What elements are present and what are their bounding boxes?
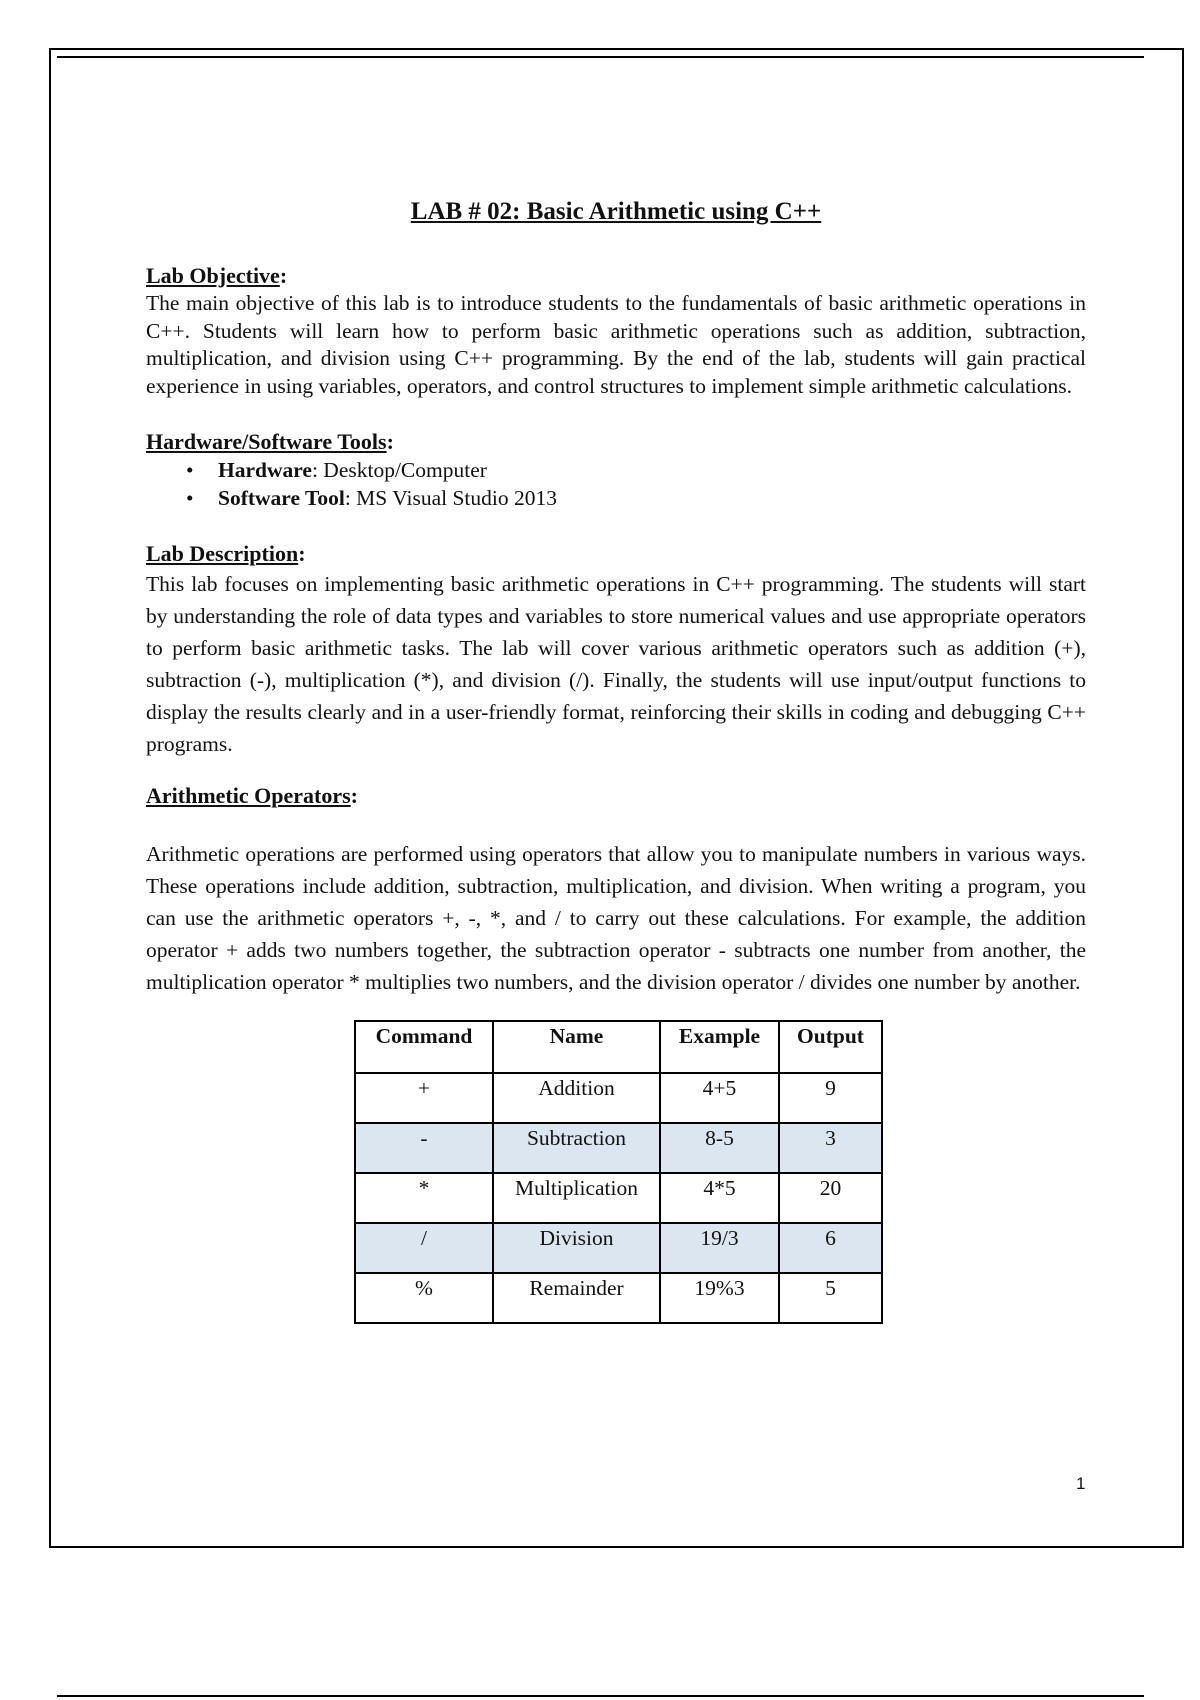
description-text: This lab focuses on implementing basic arithmetic operations in C++ programming. The students will start by understanding the role of data types and variables to store numerical values and use appropriate operators to perform basic arithmetic tasks. The lab will cover various arithmetic operators such as addition (+), subtraction (-), multiplication (*), and division (/). Finally, the students will use input/output functions to display the results clearly and in a user-friendly format, reinforcing their skills in coding and debugging C++ programs.	[146, 572, 1086, 756]
table-cell: 4*5	[660, 1173, 779, 1223]
operators-table	[354, 1020, 883, 1324]
table-cell: -	[355, 1123, 493, 1173]
tools-list	[146, 456, 1086, 512]
bottom-rule	[57, 1695, 1144, 1697]
objective-text: The main objective of this lab is to introduce students to the fundamentals of basic arithmetic operations in C++. Students will learn how to perform basic arithmetic operations such as addition, subtraction, multiplication, and division using C++ programming. By the end of the lab, students will gain practical experience in using variables, operators, and control structures to implement simple arithmetic calculations.	[146, 291, 1086, 398]
table-cell: 3	[779, 1123, 882, 1173]
table-cell: Division	[493, 1223, 660, 1273]
document-body	[146, 198, 1086, 1324]
operators-heading-text: Arithmetic Operators	[146, 783, 351, 808]
table-row	[355, 1273, 882, 1323]
description-heading-text: Lab Description	[146, 541, 299, 566]
table-row	[355, 1173, 882, 1223]
table-row	[355, 1073, 882, 1123]
table-cell: 19%3	[660, 1273, 779, 1323]
table-cell: /	[355, 1223, 493, 1273]
table-cell: 19/3	[660, 1223, 779, 1273]
description-heading-colon: :	[298, 541, 306, 566]
table-header-example: Example	[660, 1021, 779, 1073]
description-heading	[146, 540, 1086, 568]
bullet-icon: •	[186, 486, 194, 510]
table-header-output: Output	[779, 1021, 882, 1073]
objective-heading-text: Lab Objective	[146, 263, 280, 288]
tools-heading-text: Hardware/Software Tools	[146, 429, 387, 454]
table-cell: 5	[779, 1273, 882, 1323]
tools-item-software	[186, 484, 1086, 512]
table-header-name: Name	[493, 1021, 660, 1073]
top-rule	[57, 56, 1144, 58]
operators-text: Arithmetic operations are performed using operators that allow you to manipulate numbers in various ways. These operations include addition, subtraction, multiplication, and division. When writing a program, you can use the arithmetic operators +, -, *, and / to carry out these calculations. For example, the addition operator + adds two numbers together, the subtraction operator - subtracts one number from another, the multiplication operator * multiplies two numbers, and the division operator / divides one number by another.	[146, 842, 1086, 994]
table-cell: *	[355, 1173, 493, 1223]
operators-heading-colon: :	[350, 783, 358, 808]
tools-item-hardware	[186, 456, 1086, 484]
tools-heading	[146, 428, 1086, 456]
table-cell: 4+5	[660, 1073, 779, 1123]
objective-heading-colon: :	[279, 263, 288, 288]
tools-item-label: Hardware	[218, 458, 312, 482]
table-cell: 6	[779, 1223, 882, 1273]
table-cell: 8-5	[660, 1123, 779, 1173]
tools-heading-colon: :	[386, 429, 394, 454]
page-title: LAB # 02: Basic Arithmetic using C++	[410, 198, 822, 225]
bullet-icon: •	[186, 458, 194, 482]
table-cell: 20	[779, 1173, 882, 1223]
table-row	[355, 1223, 882, 1273]
objective-heading	[146, 262, 1086, 290]
table-row	[355, 1123, 882, 1173]
tools-item-label: Software Tool	[218, 486, 345, 510]
table-cell: Remainder	[493, 1273, 660, 1323]
table-header-command: Command	[355, 1021, 493, 1073]
table-header-row	[355, 1021, 882, 1073]
table-cell: Subtraction	[493, 1123, 660, 1173]
table-cell: %	[355, 1273, 493, 1323]
table-cell: Multiplication	[493, 1173, 660, 1223]
table-cell: +	[355, 1073, 493, 1123]
operators-heading	[146, 782, 1086, 810]
table-cell: Addition	[493, 1073, 660, 1123]
table-cell: 9	[779, 1073, 882, 1123]
tools-item-value: : MS Visual Studio 2013	[344, 486, 557, 510]
page-number: 1	[1076, 1474, 1086, 1493]
tools-item-value: : Desktop/Computer	[311, 458, 487, 482]
